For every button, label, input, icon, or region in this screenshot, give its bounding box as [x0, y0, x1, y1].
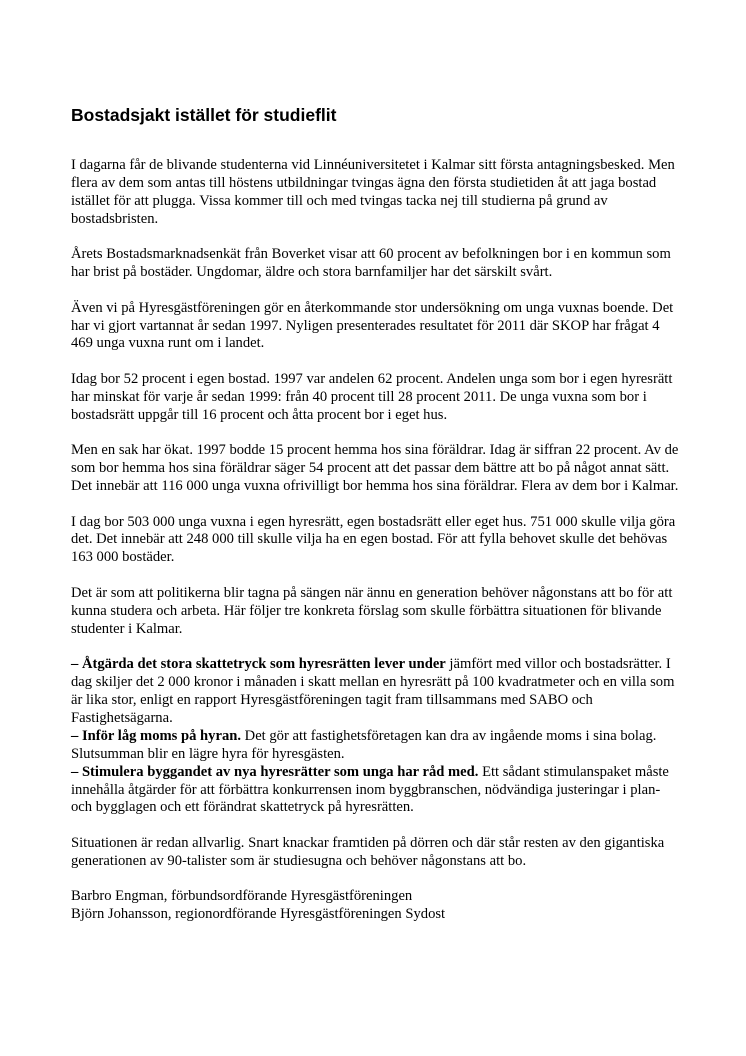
paragraph-survey: Även vi på Hyresgästföreningen gör en återkommande stor undersökning om unga vuxnas boende. Det har vi gjort vartannat år sedan 1997. Nyligen presenterades resultatet för 2011 där SKOP har frågat 4 469 unga vuxna runt om i landet.	[71, 299, 674, 352]
signature-block	[71, 888, 683, 924]
signature-line: Barbro Engman, förbundsordförande Hyresgästföreningen	[71, 888, 413, 905]
proposal-heading: – Stimulera byggandet av nya hyresrätter som unga har råd med.	[71, 763, 479, 780]
proposal-heading: – Inför låg moms på hyran.	[71, 727, 242, 744]
proposal-item	[71, 728, 683, 764]
proposal-text: Ett sådant stimulanspaket måste innehålla åtgärder för att förbättra konkurrensen inom byggbranschen, nödvändiga justeringar i plan- och bygglagen och ett förändrat skattetryck på hyresrätten.	[71, 763, 669, 816]
paragraph-proposals-intro: Det är som att politikerna blir tagna på sängen när ännu en generation behöver någonstans att bo för att kunna studera och arbeta. Här följer tre konkreta förslag som skulle förbättra situationen för blivande studenter i Kalmar.	[71, 584, 673, 637]
document-page	[71, 104, 683, 924]
proposal-heading: – Åtgärda det stora skattetryck som hyresrätten lever under	[71, 656, 446, 673]
signature-line: Björn Johansson, regionordförande Hyresgästföreningen Sydost	[71, 906, 446, 923]
paragraph-housing-need: I dag bor 503 000 unga vuxna i egen hyresrätt, egen bostadsrätt eller eget hus. 751 000 skulle vilja göra det. Det innebär att 248 000 till skulle vilja ha en egen bostad. För att fylla behovet skulle det behövas 163 000 bostäder.	[71, 513, 676, 566]
paragraph-own-housing: Idag bor 52 procent i egen bostad. 1997 var andelen 62 procent. Andelen unga som bor i egen hyresrätt har minskat för varje år sedan 1999: från 40 procent till 28 procent 2011. De unga vuxna som bor i bostadsrätt uppgår till 16 procent och åtta procent bor i eget hus.	[71, 370, 673, 423]
proposal-item	[71, 656, 683, 728]
paragraph-boverket: Årets Bostadsmarknadsenkät från Boverket visar att 60 procent av befolkningen bor i en kommun som har brist på bostäder. Ungdomar, äldre och stora barnfamiljer har det särskilt svårt.	[71, 246, 671, 281]
proposal-text: jämfört med villor och bostadsrätter. I dag skiljer det 2 000 kronor i månaden i skatt mellan en hyresrätt på 100 kvadratmeter och en villa som är lika stor, enligt en rapport Hyresgästföreningen tagit fram tillsammans med SABO och Fastighetsägarna.	[71, 656, 675, 726]
proposals-list	[71, 656, 683, 817]
paragraph-intro: I dagarna får de blivande studenterna vid Linnéuniversitetet i Kalmar sitt första antagningsbesked. Men flera av dem som antas till höstens utbildningar tvingas ägna den första studietiden åt att jaga bostad istället för att plugga. Vissa kommer till och med tvingas tacka nej till studierna på grund av bostadsbristen.	[71, 157, 675, 227]
proposal-item	[71, 764, 683, 818]
paragraph-closing: Situationen är redan allvarlig. Snart knackar framtiden på dörren och där står resten av den gigantiska generationen av 90-talister som är studiesugna och behöver någonstans att bo.	[71, 834, 665, 869]
paragraph-living-at-home: Men en sak har ökat. 1997 bodde 15 procent hemma hos sina föräldrar. Idag är siffran 22 procent. Av de som bor hemma hos sina föräldrar säger 54 procent att det passar dem bättre att bo på något annat sätt. Det innebär att 116 000 unga vuxna ofrivilligt bor hemma hos sina föräldrar. Flera av dem bor i Kalmar.	[71, 442, 679, 495]
proposal-text: Det gör att fastighetsföretagen kan dra av ingående moms i sina bolag. Slutsumman blir en lägre hyra för hyresgästen.	[71, 727, 657, 762]
document-title: Bostadsjakt istället för studieflit	[71, 105, 337, 125]
